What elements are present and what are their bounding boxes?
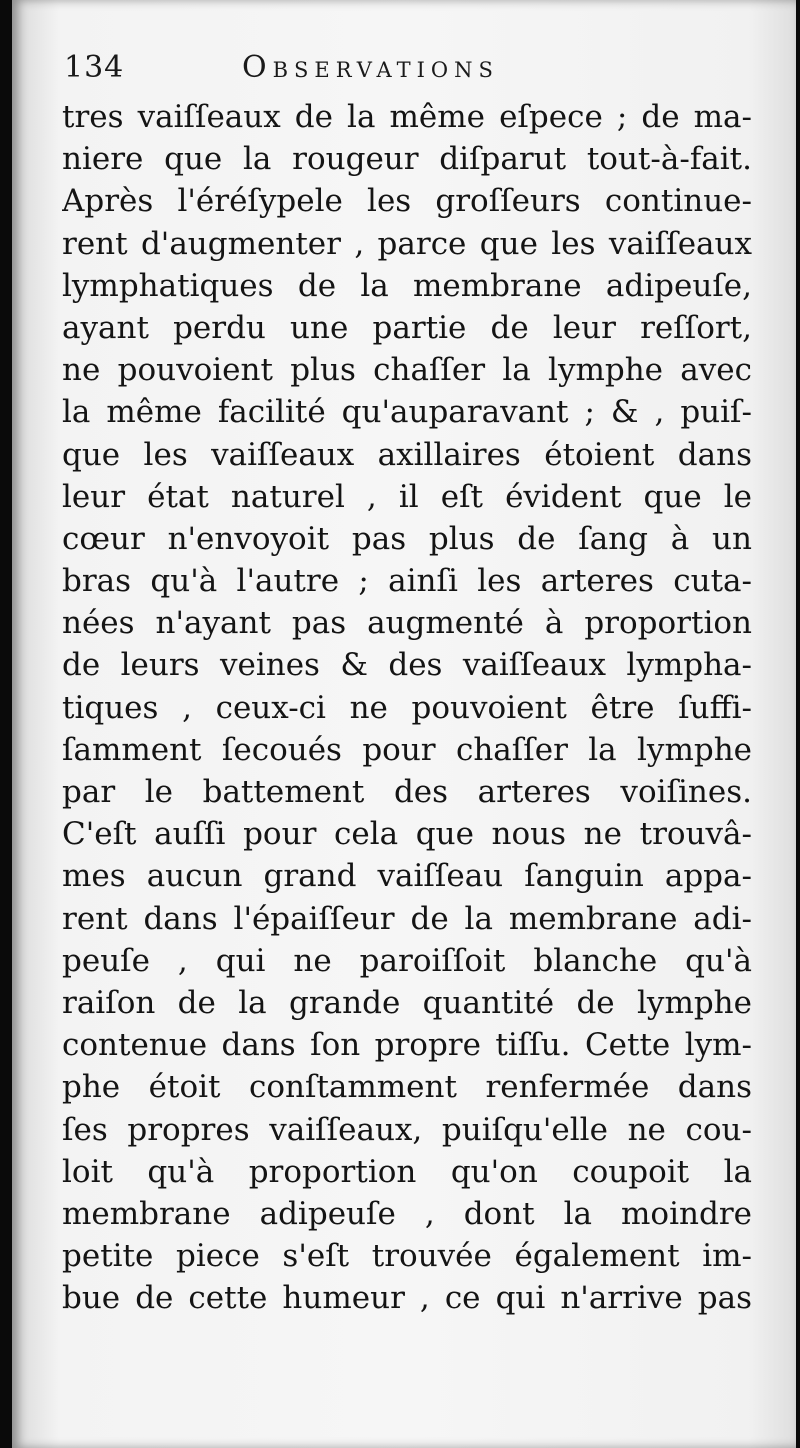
text-line: la même facilité qu'auparavant ; & , puiſ- (62, 394, 752, 431)
text-line: bras qu'à l'autre ; ainſi les arteres cuta- (62, 563, 752, 600)
text-line: phe étoit conſtamment renfermée dans (62, 1069, 752, 1106)
text-line: petite piece s'eſt trouvée également im- (62, 1238, 752, 1275)
text-line: que les vaiſſeaux axillaires étoient dans (62, 436, 752, 473)
book-page (12, 0, 796, 1448)
body-text (62, 96, 752, 1319)
text-line: cœur n'envoyoit pas plus de ſang à un (62, 520, 752, 557)
text-line: peuſe , qui ne paroiſſoit blanche qu'à (62, 942, 752, 979)
text-line: tres vaiſſeaux de la même eſpece ; de ma- (62, 99, 752, 135)
text-line: C'eſt auſſi pour cela que nous ne trouvâ- (62, 816, 752, 853)
text-line: loit qu'à proportion qu'on coupoit la (62, 1153, 752, 1190)
text-line: Après l'éréſypele les groſſeurs continue- (62, 183, 752, 220)
page-number: 134 (64, 50, 125, 85)
text-line: leur état naturel , il eſt évident que le (62, 478, 752, 515)
text-line: nées n'ayant pas augmenté à proportion (62, 605, 752, 642)
text-line: membrane adipeuſe , dont la moindre (62, 1195, 752, 1232)
text-line: bue de cette humeur , ce qui n'arrive pas (62, 1280, 752, 1317)
text-line: par le battement des arteres voiſines. (62, 774, 752, 810)
text-line: ſes propres vaiſſeaux, puiſqu'elle ne cou- (62, 1111, 752, 1148)
text-line: rent d'augmenter , parce que les vaiſſeaux (62, 225, 752, 262)
text-line: raiſon de la grande quantité de lymphe (62, 984, 752, 1021)
running-head: Observations (242, 50, 499, 85)
text-line: mes aucun grand vaiſſeau ſanguin appa- (62, 858, 752, 895)
text-line: de leurs veines & des vaiſſeaux lympha- (62, 647, 752, 684)
text-line: ayant perdu une partie de leur reſſort, (62, 309, 752, 346)
text-line: contenue dans ſon propre tiſſu. Cette lym- (62, 1027, 752, 1064)
text-line: ſamment ſecoués pour chaſſer la lymphe (62, 731, 752, 768)
text-line: rent dans l'épaiſſeur de la membrane adi- (62, 900, 752, 937)
page-header (64, 50, 764, 96)
text-line: niere que la rougeur diſparut tout-à-fait. (62, 141, 752, 178)
text-line: lymphatiques de la membrane adipeuſe, (62, 267, 752, 304)
text-line: tiques , ceux-ci ne pouvoient être ſuffi- (62, 689, 752, 726)
text-line: ne pouvoient plus chaſſer la lymphe avec (62, 352, 752, 389)
